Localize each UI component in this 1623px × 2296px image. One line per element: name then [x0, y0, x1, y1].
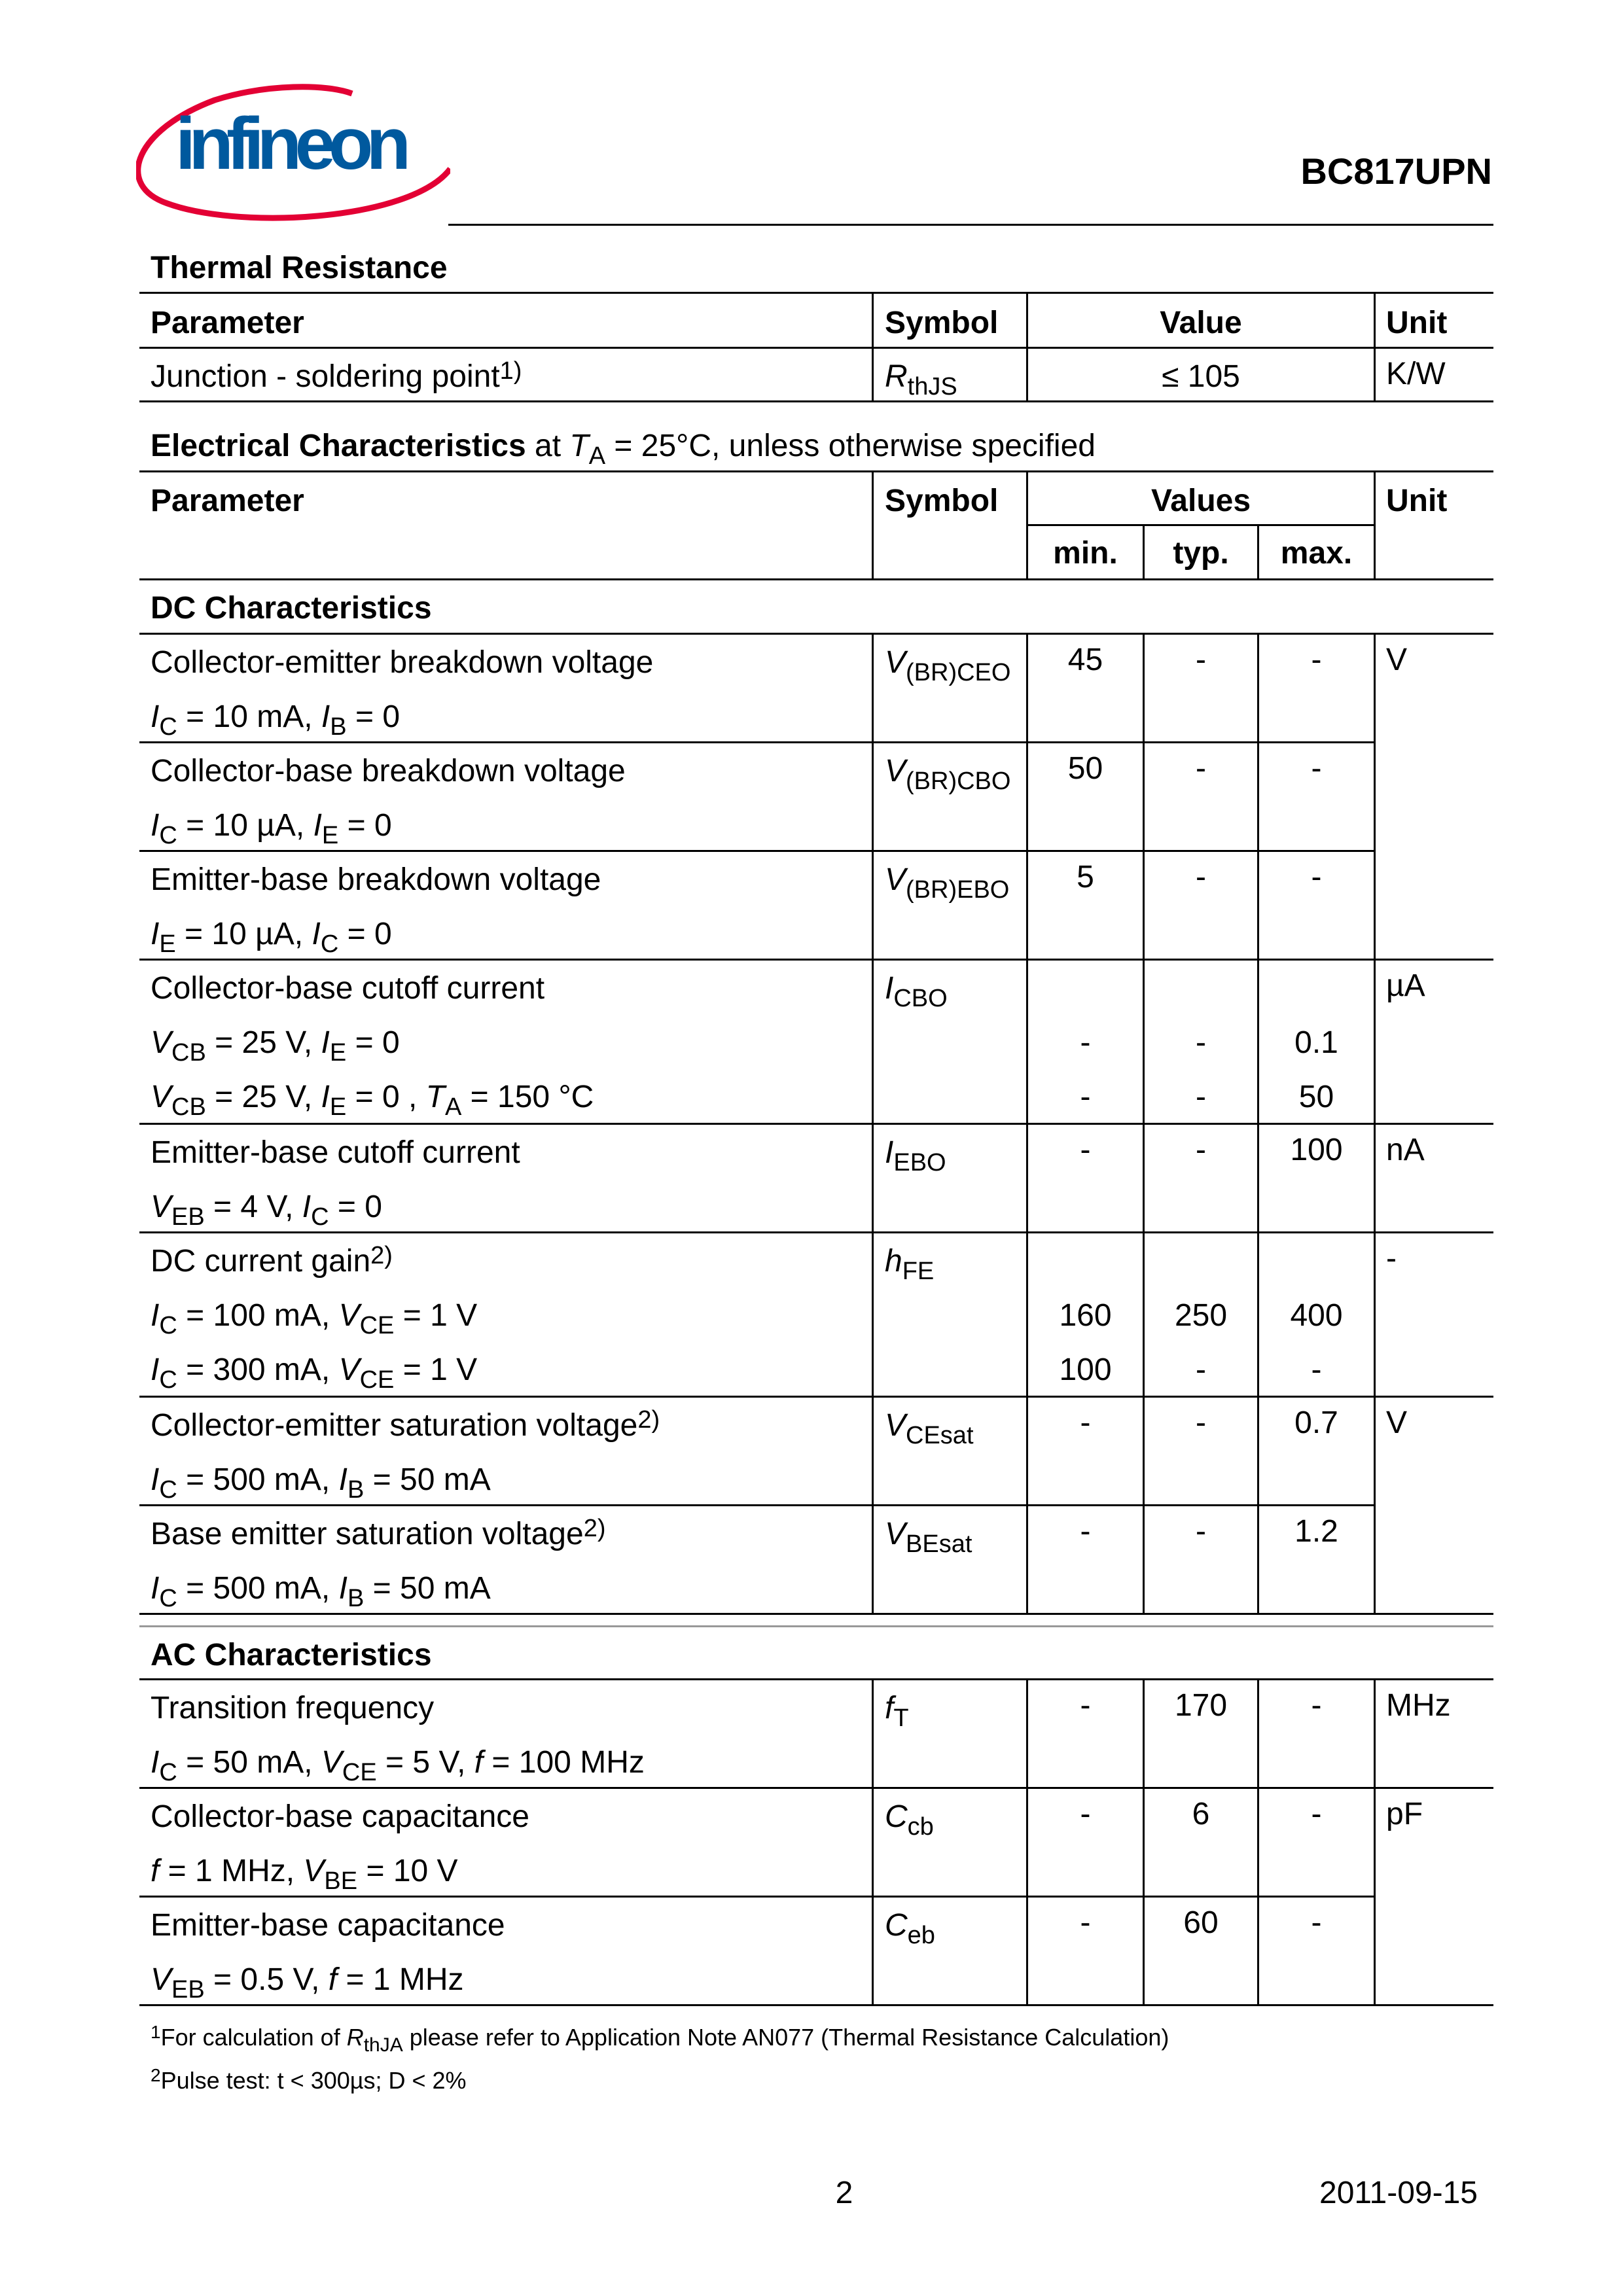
dc-param-cond: $I_C = 300$ mA, $V_{CE} = 1$ V — [151, 1352, 478, 1394]
dc-param-cond: $I_C = 100$ mA, $V_{CE} = 1$ V — [151, 1298, 478, 1339]
dc-title: DC Characteristics — [151, 591, 432, 626]
logo-text: infineon — [175, 103, 411, 185]
footer-date: 2011-09-15 — [1319, 2176, 1478, 2210]
dc-min: 100 — [1059, 1352, 1112, 1387]
ac-param-cond: $I_C = 50$ mA, $V_{CE} = 5$ V, f = 100 MHz — [151, 1745, 645, 1786]
dc-param-cond: $V_{CB} = 25$ V, $I_E = 0$ — [151, 1025, 400, 1067]
dc-max: 0.7 — [1294, 1405, 1338, 1440]
dc-param-cond: $I_C = 10$ µA, $I_E = 0$ — [151, 808, 392, 849]
dc-param-cond: $V_{CB} = 25$ V, $I_E = 0$ , $T_A = 150$ °C — [151, 1080, 594, 1121]
dc-symbol: $V_{BEsat}$ — [885, 1517, 972, 1558]
thermal-col-parameter: Parameter — [151, 306, 304, 340]
ac-param-cond: f = 1 MHz, $V_{BE} = 10$ V — [151, 1854, 458, 1895]
dc-min: 50 — [1067, 751, 1103, 786]
ac-min: - — [1080, 1797, 1091, 1831]
dc-param-name: Collector-base breakdown voltage — [151, 754, 626, 788]
dc-typ: - — [1196, 1080, 1206, 1114]
dc-symbol: $V_{CEsat}$ — [885, 1408, 974, 1449]
dc-min: - — [1080, 1133, 1091, 1167]
thermal-symbol: $R_{thJS}$ — [885, 359, 957, 400]
ac-title: AC Characteristics — [151, 1638, 432, 1672]
thermal-col-value: Value — [1160, 306, 1242, 340]
thermal-col-symbol: Symbol — [885, 306, 999, 340]
dc-param-cond: $V_{EB} = 4$ V, $I_C = 0$ — [151, 1190, 382, 1231]
ac-min: - — [1080, 1688, 1091, 1723]
dc-unit: nA — [1386, 1133, 1425, 1167]
dc-typ: - — [1196, 860, 1206, 894]
ac-symbol: $f_T$ — [885, 1691, 909, 1732]
dc-unit: V — [1386, 1405, 1408, 1440]
ac-param-cond: $V_{EB} = 0.5$ V, f = 1 MHz — [151, 1962, 464, 2004]
dc-param-cond: $I_C = 10$ mA, $I_B = 0$ — [151, 699, 401, 741]
part-number: BC817UPN — [1300, 150, 1492, 192]
dc-unit: µA — [1386, 968, 1425, 1003]
ac-unit: pF — [1386, 1797, 1423, 1831]
ac-unit: MHz — [1386, 1688, 1451, 1723]
dc-param-cond: $I_E = 10$ µA, $I_C = 0$ — [151, 917, 392, 958]
dc-max: - — [1311, 1352, 1322, 1387]
thermal-title: Thermal Resistance — [151, 251, 448, 285]
dc-param-name: Emitter-base breakdown voltage — [151, 862, 601, 897]
footnote-2: $^2$Pulse test: t < 300µs; D < 2% — [151, 2065, 467, 2094]
dc-symbol: $I_{CBO}$ — [885, 971, 948, 1012]
dc-typ: - — [1196, 643, 1206, 677]
dc-max: - — [1311, 860, 1322, 894]
dc-param-name: Collector-emitter breakdown voltage — [151, 645, 654, 680]
dc-symbol: $h_{FE}$ — [885, 1244, 935, 1285]
dc-max: - — [1311, 751, 1322, 786]
ac-max: - — [1311, 1797, 1322, 1831]
dc-param-name: Base emitter saturation voltage$^{2)}$ — [151, 1515, 606, 1551]
col-max: max. — [1280, 536, 1353, 571]
dc-param-name: Collector-emitter saturation voltage$^{2)}$ — [151, 1406, 660, 1443]
col-values: Values — [1150, 484, 1251, 518]
ac-typ: 170 — [1174, 1688, 1228, 1723]
dc-unit: - — [1386, 1241, 1397, 1276]
dc-typ: - — [1196, 751, 1206, 786]
header-rule — [448, 224, 1493, 226]
dc-max: - — [1311, 643, 1322, 677]
ac-symbol: $C_{cb}$ — [885, 1799, 934, 1841]
dc-min: - — [1080, 1080, 1091, 1114]
dc-param-name: DC current gain$^{2)}$ — [151, 1242, 393, 1279]
thermal-col-unit: Unit — [1386, 306, 1448, 340]
dc-typ: - — [1196, 1025, 1206, 1060]
ac-param-name: Collector-base capacitance — [151, 1799, 529, 1834]
dc-min: - — [1080, 1025, 1091, 1060]
dc-min: - — [1080, 1405, 1091, 1440]
dc-min: - — [1080, 1514, 1091, 1549]
dc-symbol: $V_{(BR)EBO}$ — [885, 862, 1010, 904]
dc-symbol: $V_{(BR)CEO}$ — [885, 645, 1011, 686]
dc-typ: - — [1196, 1133, 1206, 1167]
thermal-value: ≤ 105 — [1162, 359, 1240, 394]
ac-param-name: Emitter-base capacitance — [151, 1908, 505, 1943]
dc-symbol: $V_{(BR)CBO}$ — [885, 754, 1011, 795]
col-parameter: Parameter — [151, 484, 304, 518]
dc-min: 5 — [1077, 860, 1094, 894]
dc-max: 0.1 — [1294, 1025, 1338, 1060]
col-symbol: Symbol — [885, 484, 999, 518]
ac-symbol: $C_{eb}$ — [885, 1908, 935, 1949]
dc-max: 1.2 — [1294, 1514, 1338, 1549]
infineon-logo — [136, 84, 450, 228]
dc-max: 400 — [1290, 1298, 1343, 1333]
electrical-title: Electrical Characteristics at $T_A = 25^\circ C$, unless otherwise specified — [151, 429, 1096, 470]
ac-max: - — [1311, 1688, 1322, 1723]
col-typ: typ. — [1173, 536, 1229, 571]
dc-param-cond: $I_C = 500$ mA, $I_B = 50$ mA — [151, 1462, 491, 1504]
thermal-unit: K/W — [1386, 357, 1446, 391]
dc-typ: - — [1196, 1514, 1206, 1549]
col-unit: Unit — [1386, 484, 1448, 518]
dc-param-cond: $I_C = 500$ mA, $I_B = 50$ mA — [151, 1571, 491, 1612]
dc-min: 160 — [1059, 1298, 1112, 1333]
dc-typ: 250 — [1174, 1298, 1228, 1333]
dc-param-name: Emitter-base cutoff current — [151, 1135, 520, 1170]
dc-param-name: Collector-base cutoff current — [151, 971, 545, 1006]
ac-param-name: Transition frequency — [151, 1691, 435, 1725]
ac-typ: 6 — [1192, 1797, 1210, 1831]
ac-max: - — [1311, 1905, 1322, 1940]
dc-symbol: $I_{EBO}$ — [885, 1135, 946, 1176]
dc-typ: - — [1196, 1352, 1206, 1387]
col-min: min. — [1053, 536, 1118, 571]
page-number: 2 — [835, 2176, 853, 2210]
dc-max: 50 — [1298, 1080, 1334, 1114]
dc-max: 100 — [1290, 1133, 1343, 1167]
dc-typ: - — [1196, 1405, 1206, 1440]
ac-typ: 60 — [1183, 1905, 1219, 1940]
ac-min: - — [1080, 1905, 1091, 1940]
dc-min: 45 — [1067, 643, 1103, 677]
thermal-parameter: Junction - soldering point$^{1)}$ — [151, 357, 522, 394]
dc-unit: V — [1386, 643, 1408, 677]
footnote-1: $^1$For calculation of $R_{thJA}$ please refer to Application Note AN077 (Thermal Resistance Calculation) — [151, 2022, 1169, 2056]
